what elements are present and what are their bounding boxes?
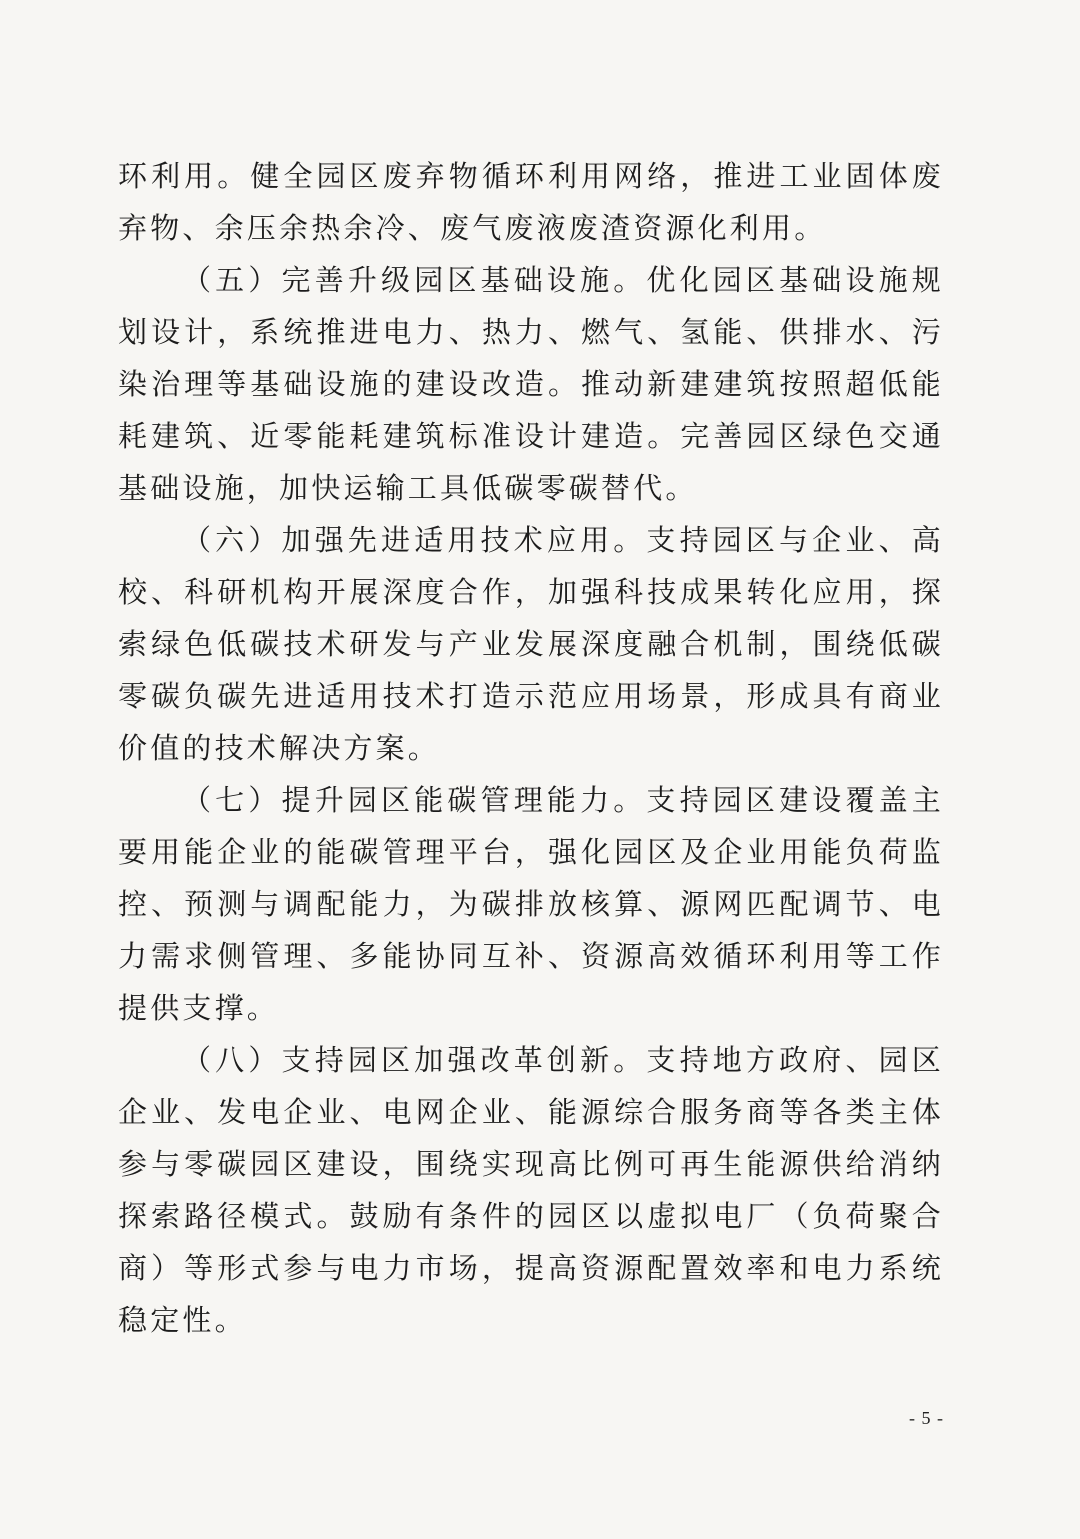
paragraph-section-8: （八）支持园区加强改革创新。支持地方政府、园区企业、发电企业、电网企业、能源综合服务商等各类主体参与零碳园区建设，围绕实现高比例可再生能源供给消纳探索路径模式。鼓励有条件的园区以虚拟电厂（负荷聚合商）等形式参与电力市场，提高资源配置效率和电力系统稳定性。 xyxy=(118,1043,944,1337)
paragraph-section-5: （五）完善升级园区基础设施。优化园区基础设施规划设计，系统推进电力、热力、燃气、氢能、供排水、污染治理等基础设施的建设改造。推动新建建筑按照超低能耗建筑、近零能耗建筑标准设计建造。完善园区绿色交通基础设施，加快运输工具低碳零碳替代。 xyxy=(118,263,944,505)
paragraph-section-7: （七）提升园区能碳管理能力。支持园区建设覆盖主要用能企业的能碳管理平台，强化园区及企业用能负荷监控、预测与调配能力，为碳排放核算、源网匹配调节、电力需求侧管理、多能协同互补、资源高效循环利用等工作提供支撑。 xyxy=(118,783,944,1025)
paragraph-section-6: （六）加强先进适用技术应用。支持园区与企业、高校、科研机构开展深度合作，加强科技成果转化应用，探索绿色低碳技术研发与产业发展深度融合机制，围绕低碳零碳负碳先进适用技术打造示范应用场景，形成具有商业价值的技术解决方案。 xyxy=(118,523,944,765)
body-text xyxy=(118,150,944,1346)
page-number: - 5 - xyxy=(909,1408,944,1428)
paragraph-continued: 环利用。健全园区废弃物循环利用网络，推进工业固体废弃物、余压余热余冷、废气废液废渣资源化利用。 xyxy=(118,159,944,245)
